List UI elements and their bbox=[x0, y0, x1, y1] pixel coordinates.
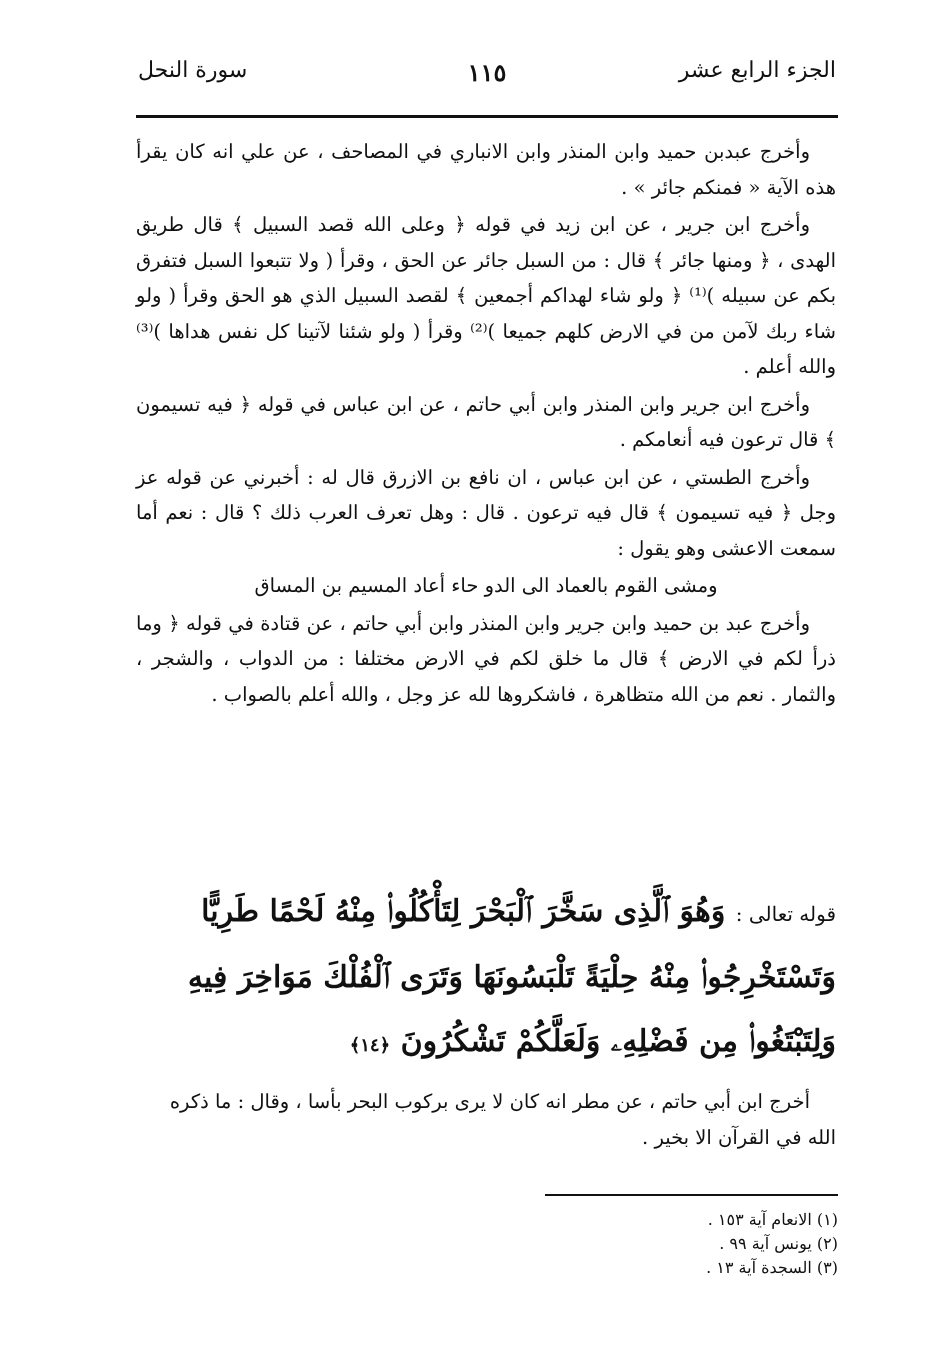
page-header bbox=[138, 58, 836, 98]
paragraph: وأخرج عبدبن حميد وابن المنذر وابن الانباري في المصاحف ، عن علي انه كان يقرأ هذه الآية « فمنكم جائر » . bbox=[136, 140, 836, 199]
post-verse-commentary bbox=[136, 1084, 836, 1156]
paragraph: وأخرج ابن جرير ، عن ابن زيد في قوله ﴿ وعلى الله قصد السبيل ﴾ قال طريق الهدى ، ﴿ ومنها جائر ﴾ قال : من السبل جائر عن الحق ، وقرأ ( ولا تتبعوا السبل فتفرق بكم عن سبيله )⁽¹⁾ ﴿ ولو شاء لهداكم أجمعين ﴾ لقصد السبيل الذي هو الحق وقرأ ( ولو شاء ربك لآمن من في الارض كلهم جميعا )⁽²⁾ وقرأ ( ولو شئنا لآتينا كل نفس هداها )⁽³⁾ والله أعلم . bbox=[136, 213, 836, 378]
paragraph: وأخرج الطستي ، عن ابن عباس ، ان نافع بن الازرق قال له : أخبرني عن قوله عز وجل ﴿ فيه تسيمون ﴾ قال فيه ترعون . قال : وهل تعرف العرب ذلك ؟ قال : نعم أما سمعت الاعشى وهو يقول : bbox=[136, 465, 836, 560]
surah-title: سورة النحل bbox=[138, 58, 248, 83]
footnotes bbox=[538, 1208, 838, 1280]
footnote: (١) الانعام آية ١٥٣ . bbox=[707, 1210, 838, 1229]
ayah-number-mark: ﴿١٤﴾ bbox=[349, 1035, 391, 1056]
quran-block bbox=[136, 880, 836, 1078]
header-rule bbox=[136, 115, 838, 118]
commentary-text bbox=[136, 134, 836, 714]
footnote: (٢) يونس آية ٩٩ . bbox=[719, 1234, 838, 1253]
paragraph: وأخرج ابن جرير وابن المنذر وابن أبي حاتم ، عن ابن عباس في قوله ﴿ فيه تسيمون ﴾ قال ترعون فيه أنعامكم . bbox=[136, 392, 836, 451]
page-number: ١١٥ bbox=[467, 58, 507, 87]
juz-title: الجزء الرابع عشر bbox=[678, 58, 836, 83]
paragraph: أخرج ابن أبي حاتم ، عن مطر انه كان لا يرى بركوب البحر بأسا ، وقال : ما ذكره الله في القرآن الا بخير . bbox=[169, 1090, 836, 1149]
poetry-verse: ومشى القوم بالعماد الى الدو حاء أعاد المسيم بن المساق bbox=[254, 574, 718, 597]
footnote: (٣) السجدة آية ١٣ . bbox=[706, 1258, 838, 1277]
paragraph: وأخرج عبد بن حميد وابن جرير وابن المنذر وابن أبي حاتم ، عن قتادة في قوله ﴿ وما ذرأ لكم في الارض ﴾ قال ما خلق لكم في الارض مختلفا : من الدواب ، والشجر ، والثمار . نعم من الله متظاهرة ، فاشكروها لله عز وجل ، والله أعلم بالصواب . bbox=[136, 611, 836, 706]
quran-verse: وَهُوَ ٱلَّذِى سَخَّرَ ٱلْبَحْرَ لِتَأْكُلُوا۟ مِنْهُ لَحْمًا طَرِيًّا وَتَسْتَخْرِجُوا۟ مِنْهُ حِلْيَةً تَلْبَسُونَهَا وَتَرَى ٱلْفُلْكَ مَوَاخِرَ فِيهِ وَلِتَبْتَغُوا۟ مِن فَضْلِهِۦ وَلَعَلَّكُمْ تَشْكُرُونَ bbox=[187, 894, 836, 1059]
quran-intro: قوله تعالى : bbox=[735, 902, 836, 926]
footnote-rule bbox=[545, 1194, 838, 1196]
